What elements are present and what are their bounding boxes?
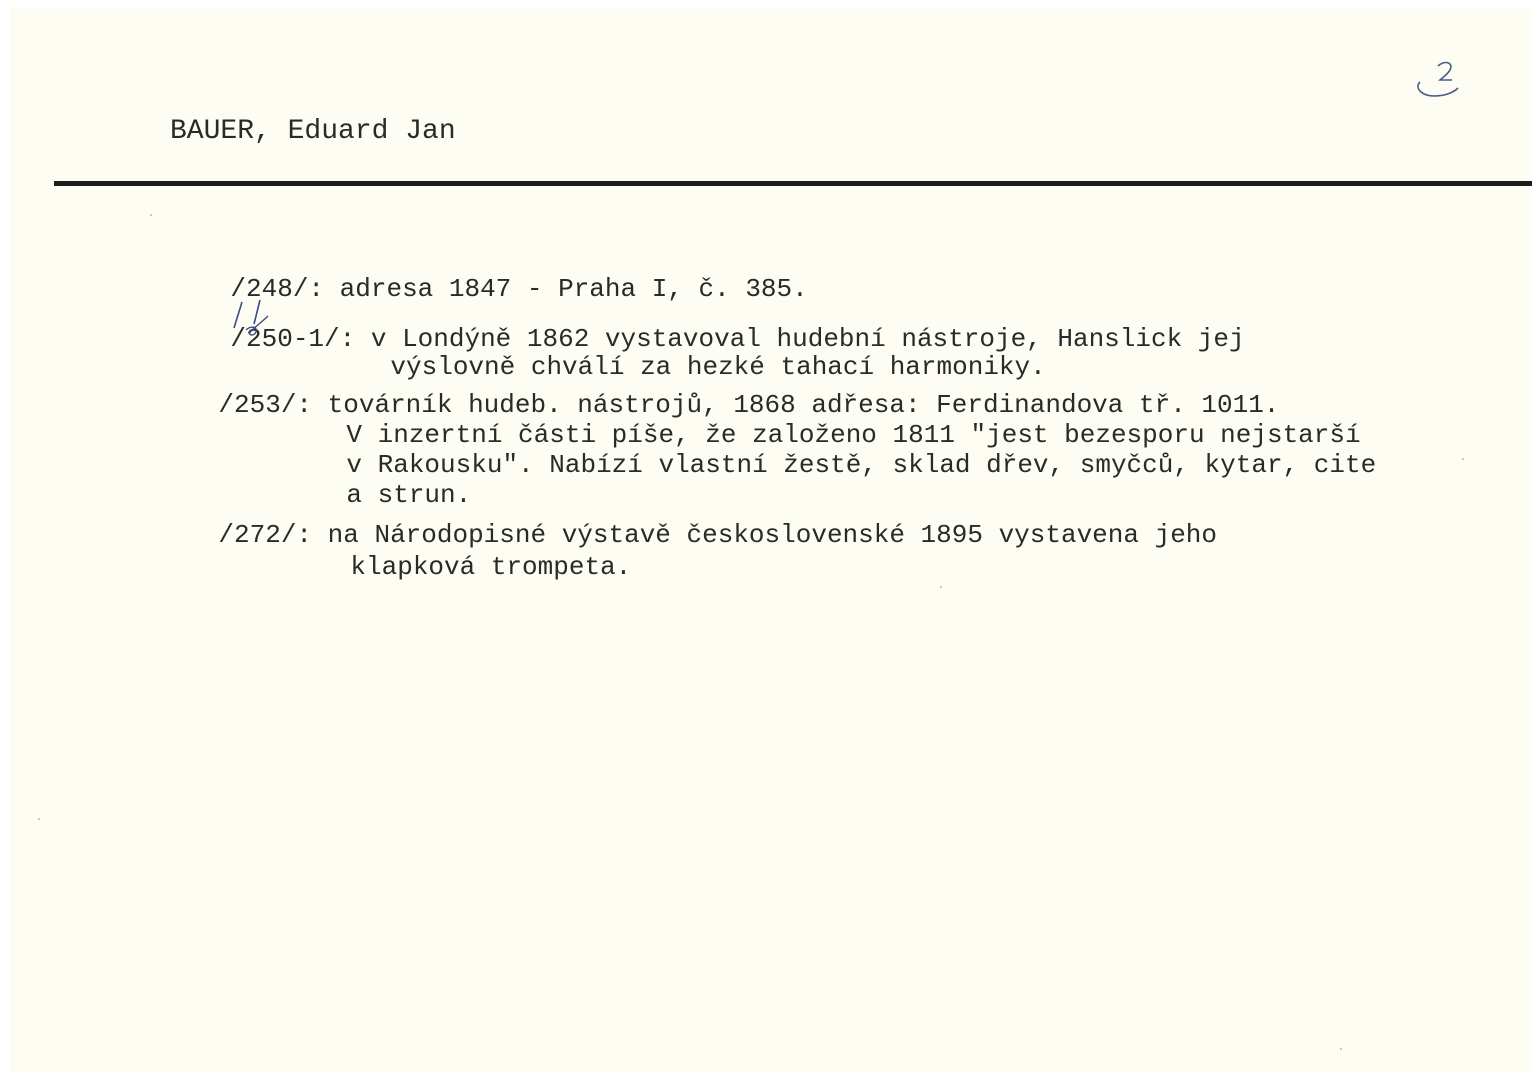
entry-text: továrník hudeb. nástrojů, 1868 adřesa: Ferdinandova tř. 1011. xyxy=(327,390,1280,420)
paper-speck xyxy=(150,214,152,216)
entry-ref: /250-1/: xyxy=(230,324,356,354)
paper-speck xyxy=(940,586,942,588)
handwritten-correction xyxy=(220,298,300,338)
entry-text: V inzertní části píše, že založeno 1811 "jest bezesporu nejstarší xyxy=(346,420,1361,450)
entry-ref: /248/: xyxy=(230,274,325,304)
entry-ref: /272/: xyxy=(218,520,313,550)
entry-ref: /253/: xyxy=(218,390,313,420)
entry-text: výslovně chválí za hezké tahací harmoniky. xyxy=(390,352,1046,382)
entry-text: v Londýně 1862 vystavoval hudební nástroje, Hanslick jej xyxy=(370,324,1245,354)
handwritten-page-number xyxy=(1408,58,1468,108)
entry-text: na Národopisné výstavě československé 1895 vystavena jeho xyxy=(327,520,1218,550)
entry-text: adresa 1847 - Praha I, č. 385. xyxy=(339,274,808,304)
entry-272-line-2 xyxy=(288,522,631,612)
entry-text: klapková trompeta. xyxy=(350,552,632,582)
paper-speck xyxy=(38,818,40,820)
paper-speck xyxy=(1462,458,1464,460)
entry-text: a strun. xyxy=(346,480,472,510)
card-heading: BAUER, Eduard Jan xyxy=(170,116,456,147)
heading-divider xyxy=(54,181,1532,186)
entry-text: v Rakousku". Nabízí vlastní žestě, sklad dřev, smyčců, kytar, cite xyxy=(346,450,1377,480)
paper-speck xyxy=(1340,1048,1342,1050)
catalog-card xyxy=(10,8,1532,1072)
